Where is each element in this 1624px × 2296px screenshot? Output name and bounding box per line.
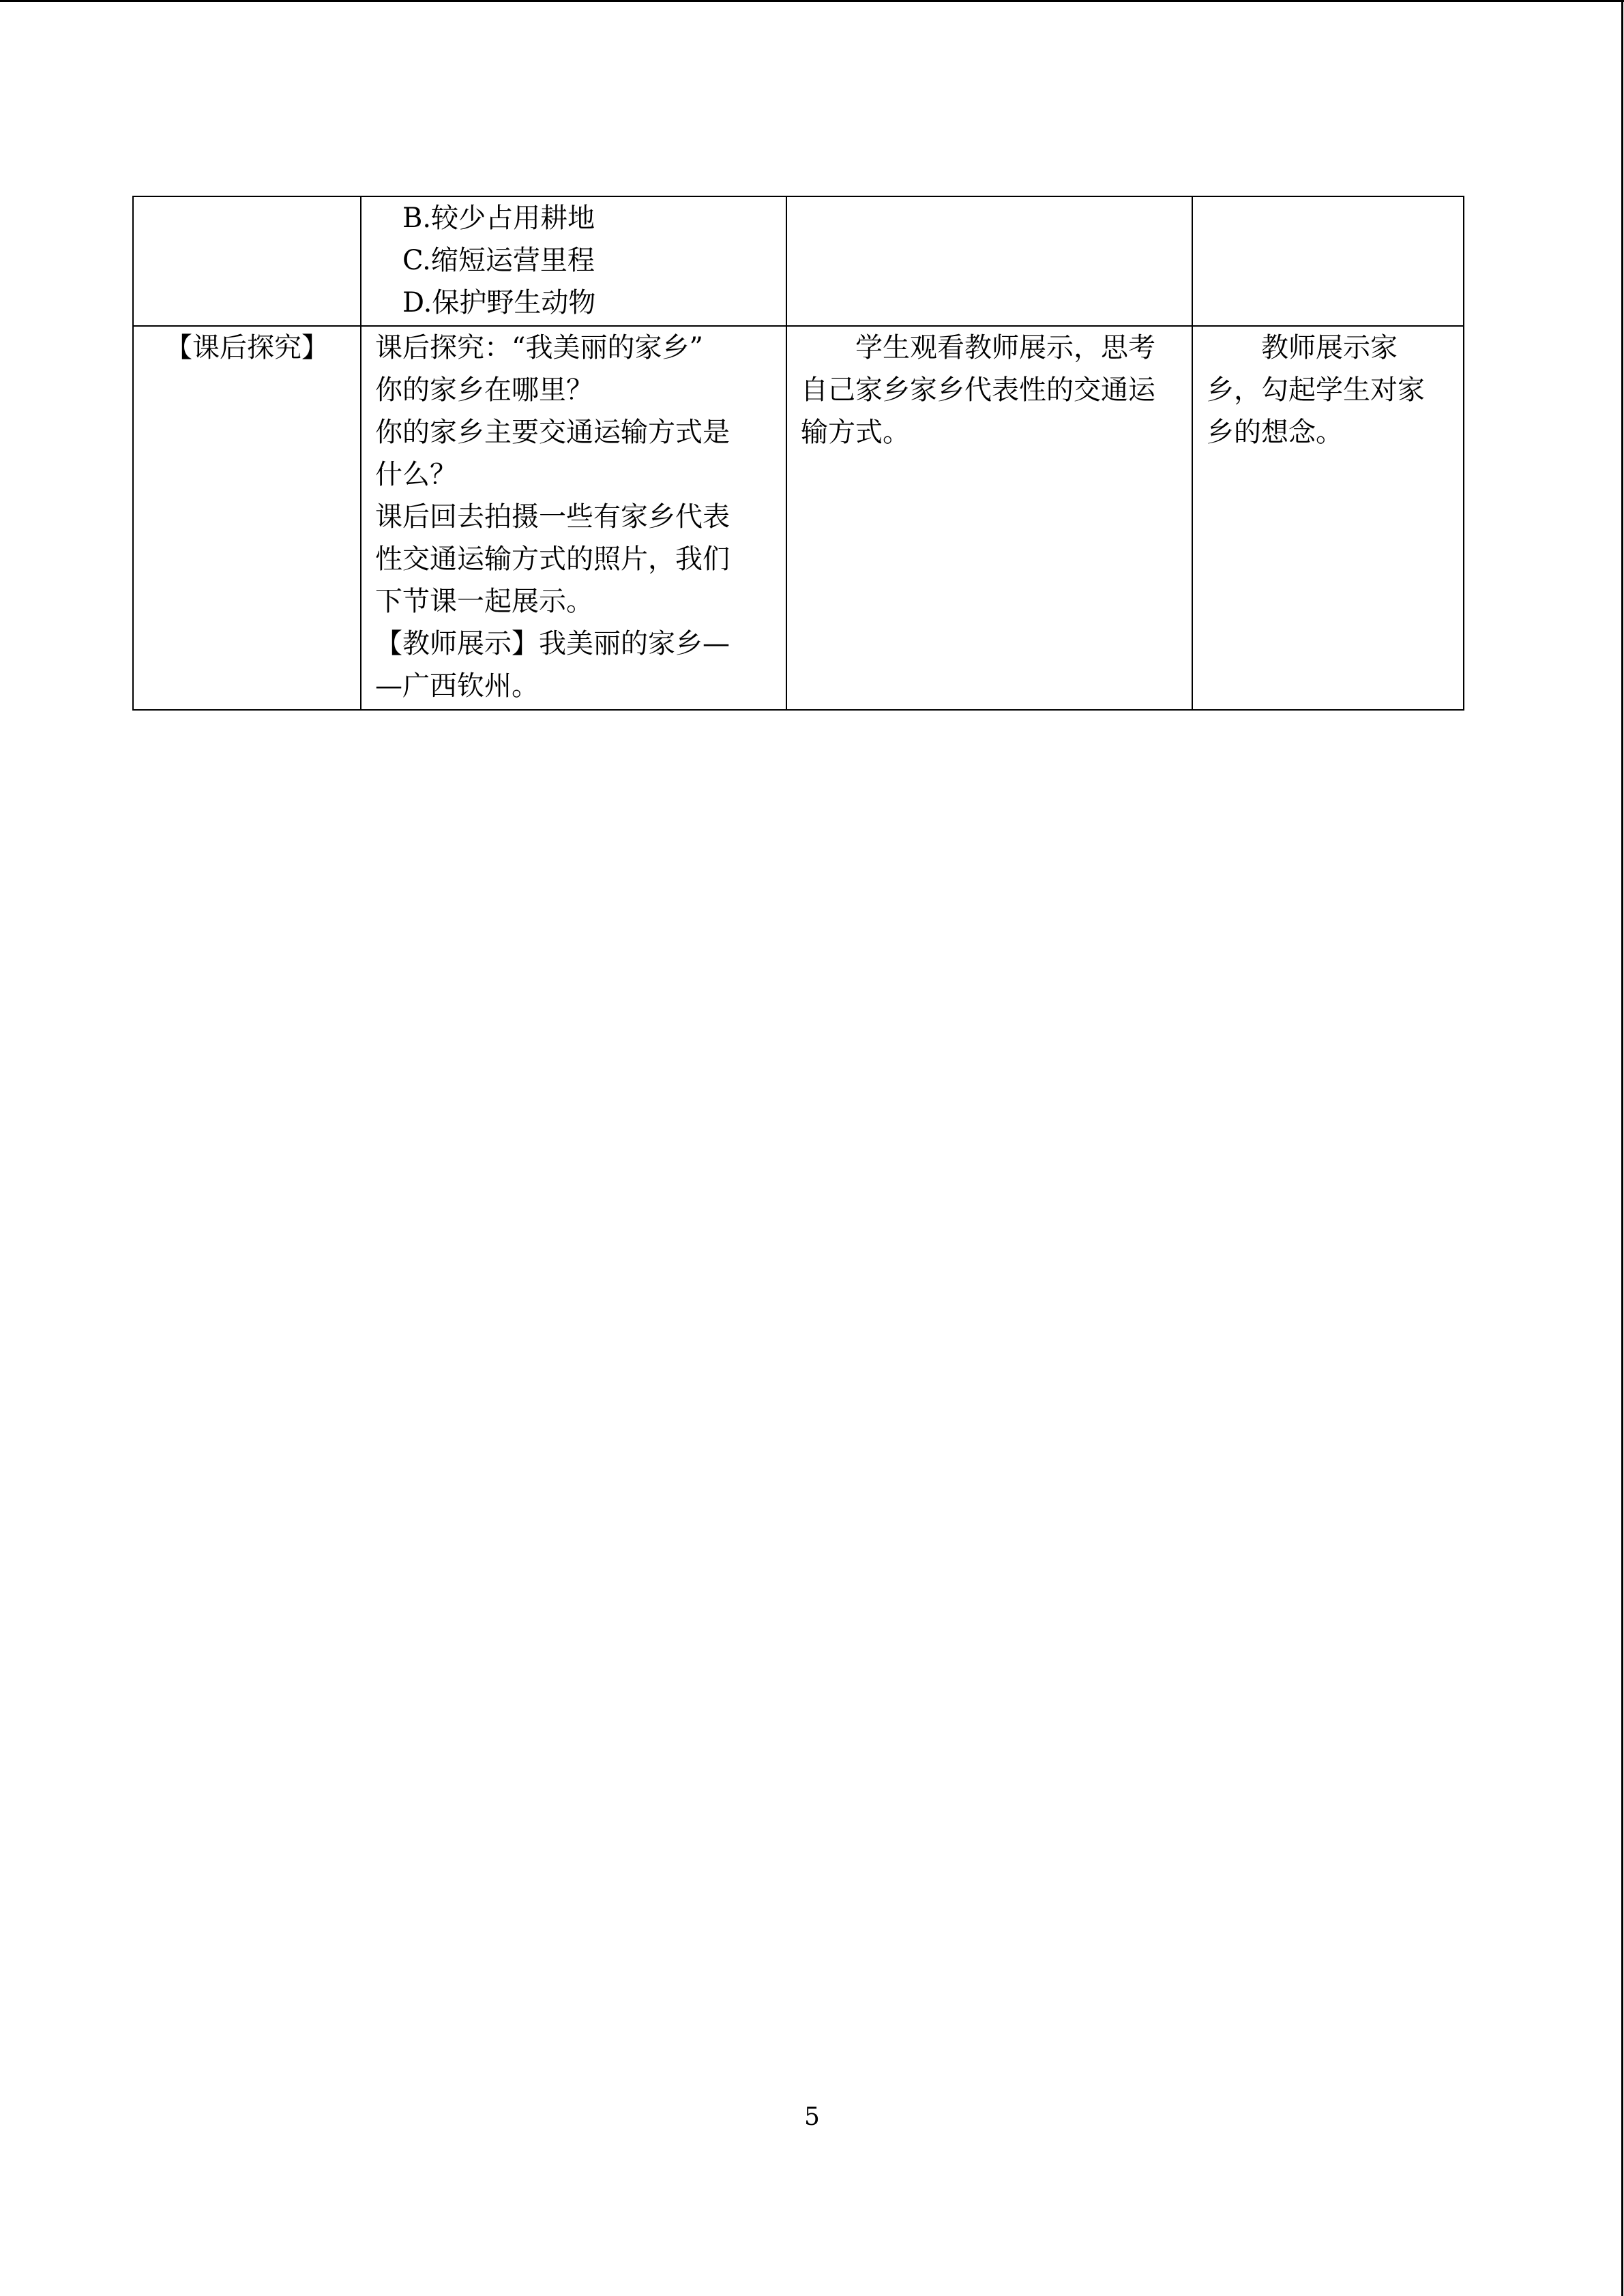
design-intent-cell-empty	[1192, 196, 1464, 326]
design-intent-text: 教师展示家乡，勾起学生对家乡的想念。	[1207, 332, 1425, 448]
content-line: 课后回去拍摄一些有家乡代表	[375, 501, 730, 533]
section-title-cell	[133, 326, 361, 710]
page-top-rule	[0, 0, 1624, 2]
student-activity-cell	[786, 326, 1192, 710]
page-right-rule	[1621, 0, 1623, 2296]
page-number: 5	[804, 2103, 820, 2131]
option-d: D.保护野生动物	[402, 287, 596, 318]
content-line: 性交通运输方式的照片，我们	[375, 543, 730, 575]
section-cell-empty	[133, 196, 361, 326]
student-activity-text: 学生观看教师展示，思考自己家乡家乡代表性的交通运输方式。	[801, 332, 1155, 448]
table-row-after-class-exploration	[133, 326, 1464, 710]
content-line: 什么？	[375, 459, 457, 490]
content-line: 下节课一起展示。	[375, 586, 593, 617]
content-line: 【教师展示】我美丽的家乡—	[375, 628, 730, 659]
content-line: 你的家乡主要交通运输方式是	[375, 417, 730, 448]
design-intent-cell	[1192, 326, 1464, 710]
content-line: 课后探究：“我美丽的家乡”	[375, 332, 703, 363]
student-activity-cell-empty	[786, 196, 1192, 326]
content-line: —广西钦州。	[375, 670, 539, 702]
lesson-plan-table	[132, 196, 1464, 711]
option-b: B.较少占用耕地	[402, 203, 595, 234]
teaching-content-cell	[361, 326, 786, 710]
answer-options-cell	[361, 196, 786, 326]
section-title: 【课后探究】	[165, 332, 329, 363]
option-c: C.缩短运营里程	[402, 245, 595, 276]
content-line: 你的家乡在哪里？	[375, 374, 593, 406]
table-row-continued-options	[133, 196, 1464, 326]
